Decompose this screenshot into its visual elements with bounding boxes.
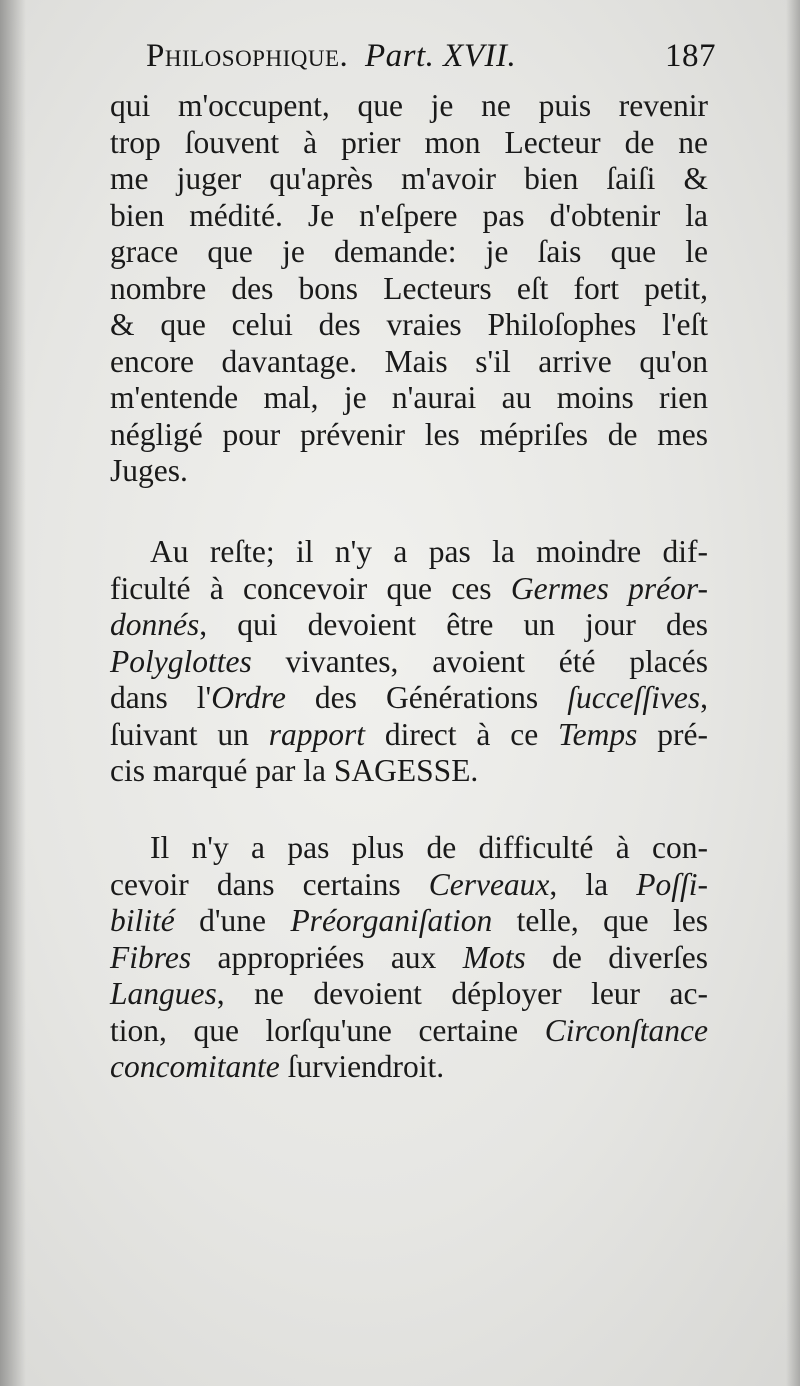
text-segment: Il n'y a pas plus de difficulté à con- [150, 830, 708, 865]
text-segment: direct à ce [364, 716, 559, 752]
text-segment: trop ſouvent à prier mon Lecteur de ne [110, 124, 708, 160]
text-segment: tion, que lorſqu'une certaine [110, 1012, 545, 1048]
page-edge-shadow [786, 0, 800, 1386]
running-head-title: Philosophique. [146, 38, 349, 74]
paragraph-1 [110, 88, 708, 490]
text-line [110, 380, 708, 417]
text-segment: négligé pour prévenir les mépriſes de mes [110, 416, 708, 452]
text-line [110, 976, 708, 1013]
text-line [110, 88, 708, 125]
paragraph-3 [110, 830, 708, 1086]
text-segment: , qui devoient être un jour des [199, 607, 708, 642]
text-line [110, 607, 708, 644]
text-segment: nombre des bons Lecteurs eſt fort petit, [110, 270, 708, 306]
text-segment: ficulté à concevoir que ces [110, 570, 511, 606]
italic-text: ſucceſſives [567, 680, 701, 715]
text-segment: vivantes, avoient été placés [251, 643, 708, 679]
text-line [110, 417, 708, 454]
text-segment: cis marqué par la SAGESSE. [110, 753, 479, 788]
italic-text: Langues [110, 976, 217, 1011]
text-line [110, 307, 708, 344]
running-head-part: Part. XVII. [365, 38, 517, 74]
italic-text: Germes préor- [510, 570, 708, 606]
italic-text: Circonſtance [544, 1012, 708, 1048]
text-segment: pré- [637, 716, 708, 752]
text-line [110, 571, 708, 608]
italic-text: concomitante [110, 1049, 280, 1084]
text-segment: me juger qu'après m'avoir bien ſaiſi & [110, 161, 708, 196]
text-line [110, 717, 708, 754]
text-segment: m'entende mal, je n'aurai au moins rien [110, 380, 708, 415]
running-head [146, 38, 716, 88]
text-segment: bien médité. Je n'eſpere pas d'obtenir la [110, 197, 708, 233]
text-segment: Au reſte; il n'y a pas la moindre dif- [150, 534, 708, 569]
text-segment: qui m'occupent, que je ne puis revenir [110, 88, 708, 123]
italic-text: Temps [558, 716, 638, 752]
text-line [110, 644, 708, 681]
text-line [110, 830, 708, 867]
text-line [110, 940, 708, 977]
italic-text: Préorganiſation [290, 903, 493, 938]
text-segment: telle, que les [492, 903, 708, 938]
paragraph-2 [110, 534, 708, 790]
italic-text: Ordre [211, 680, 286, 715]
spine-shadow [0, 0, 26, 1386]
text-line [110, 1049, 708, 1086]
text-line [110, 344, 708, 381]
text-segment: dans l' [110, 680, 212, 715]
italic-text: rapport [268, 716, 365, 752]
text-segment: , [700, 680, 708, 715]
text-segment: cevoir dans certains [110, 866, 429, 902]
text-segment: , la [549, 866, 637, 902]
text-segment: ſurviendroit. [279, 1049, 445, 1084]
text-segment: de diverſes [525, 939, 708, 975]
italic-text: Poſſi- [636, 866, 708, 902]
text-segment: Juges. [110, 453, 188, 488]
italic-text: Fibres [110, 939, 192, 975]
text-line [110, 680, 708, 717]
text-line [110, 534, 708, 571]
italic-text: Polyglottes [110, 643, 252, 679]
text-segment: , ne devoient déployer leur ac- [216, 976, 708, 1011]
text-segment: & que celui des vraies Philoſophes l'eſt [110, 307, 708, 342]
text-segment: d'une [174, 903, 291, 938]
text-line [110, 198, 708, 235]
text-line [110, 234, 708, 271]
italic-text: bilité [110, 903, 175, 938]
italic-text: Mots [462, 939, 526, 975]
italic-text: donnés [110, 607, 200, 642]
text-segment: encore davantage. Mais s'il arrive qu'on [110, 343, 708, 379]
text-line [110, 453, 708, 490]
text-line [110, 1013, 708, 1050]
text-line [110, 867, 708, 904]
italic-text: Cerveaux [428, 866, 550, 902]
text-line [110, 271, 708, 308]
text-line [110, 903, 708, 940]
text-segment: ſuivant un [110, 716, 269, 752]
text-line [110, 753, 708, 790]
text-segment: grace que je demande: je ſais que le [110, 234, 708, 269]
text-segment: appropriées aux [191, 939, 463, 975]
text-segment: des Générations [285, 680, 568, 715]
page-number: 187 [665, 38, 716, 74]
text-line [110, 161, 708, 198]
text-line [110, 125, 708, 162]
